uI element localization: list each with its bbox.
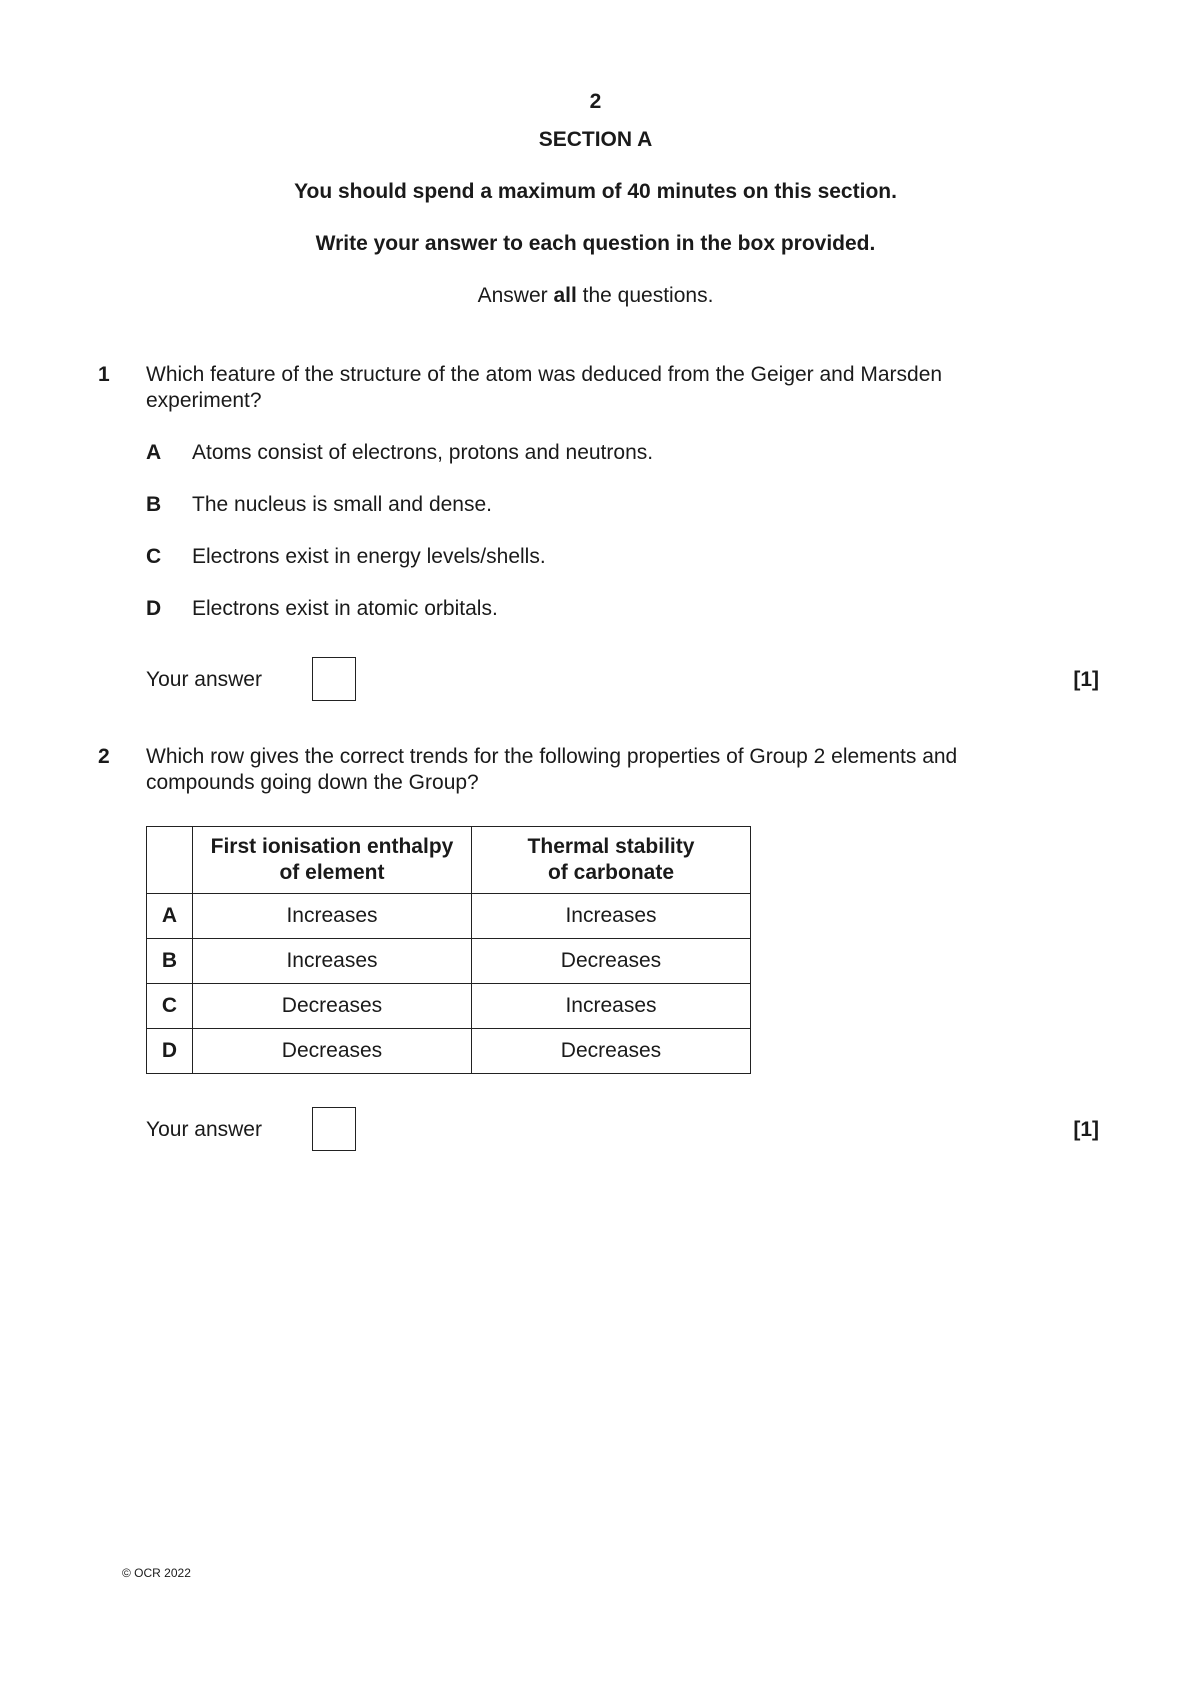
row-ionisation-value: Decreases <box>193 1029 472 1074</box>
table-row <box>147 939 751 984</box>
row-ionisation-value: Decreases <box>193 984 472 1029</box>
instruction-answer-all <box>0 283 1191 309</box>
q1-option-text-c: Electrons exist in energy levels/shells. <box>192 545 546 568</box>
instruction-answer-suffix: the questions. <box>576 284 714 307</box>
q1-marks: [1] <box>1073 668 1099 691</box>
table-header-row <box>147 827 751 894</box>
q1-option-text-a: Atoms consist of electrons, protons and neutrons. <box>192 441 654 464</box>
q2-answer-box[interactable] <box>312 1107 356 1151</box>
question-1-number: 1 <box>98 363 110 386</box>
q1-option-text-d: Electrons exist in atomic orbitals. <box>192 597 498 620</box>
instruction-write: Write your answer to each question in the box provided. <box>315 232 876 255</box>
q1-option-letter-a: A <box>146 441 162 464</box>
instruction-answer-bold: all <box>553 284 577 307</box>
instruction-time: You should spend a maximum of 40 minutes on this section. <box>294 180 897 203</box>
q1-answer-label: Your answer <box>146 668 262 691</box>
table-header-ionisation <box>193 827 472 894</box>
row-ionisation-value: Increases <box>193 939 472 984</box>
header-thermal-line-1: Thermal stability <box>527 835 695 858</box>
table-header-empty <box>147 827 193 894</box>
row-letter: A <box>147 894 193 939</box>
table-header-thermal-stability <box>472 827 751 894</box>
row-letter: D <box>147 1029 193 1074</box>
header-ionisation-line-2: of element <box>279 861 385 884</box>
row-thermal-value: Decreases <box>472 1029 751 1074</box>
table-row <box>147 1029 751 1074</box>
q2-answer-label: Your answer <box>146 1118 262 1141</box>
copyright-footer: © OCR 2022 <box>122 1566 191 1580</box>
q1-option-text-b: The nucleus is small and dense. <box>192 493 492 516</box>
trends-table <box>146 826 751 1074</box>
row-letter: B <box>147 939 193 984</box>
q1-option-letter-d: D <box>146 597 162 620</box>
question-1-text: Which feature of the structure of the atom was deduced from the Geiger and Marsden experiment? <box>146 363 943 412</box>
table-row <box>147 894 751 939</box>
q1-option-letter-c: C <box>146 545 162 568</box>
header-ionisation-line-1: First ionisation enthalpy <box>210 835 454 858</box>
instruction-answer-prefix: Answer <box>477 284 554 307</box>
row-ionisation-value: Increases <box>193 894 472 939</box>
row-letter: C <box>147 984 193 1029</box>
page-number: 2 <box>589 90 602 113</box>
header-thermal-line-2: of carbonate <box>547 861 675 884</box>
q1-option-letter-b: B <box>146 493 162 516</box>
row-thermal-value: Decreases <box>472 939 751 984</box>
section-title: SECTION A <box>538 128 653 151</box>
row-thermal-value: Increases <box>472 894 751 939</box>
question-2-number: 2 <box>98 745 110 768</box>
q2-marks: [1] <box>1073 1118 1099 1141</box>
question-2-text: Which row gives the correct trends for the following properties of Group 2 elements and compounds going down the Group? <box>146 745 958 794</box>
table-row <box>147 984 751 1029</box>
row-thermal-value: Increases <box>472 984 751 1029</box>
q1-answer-box[interactable] <box>312 657 356 701</box>
